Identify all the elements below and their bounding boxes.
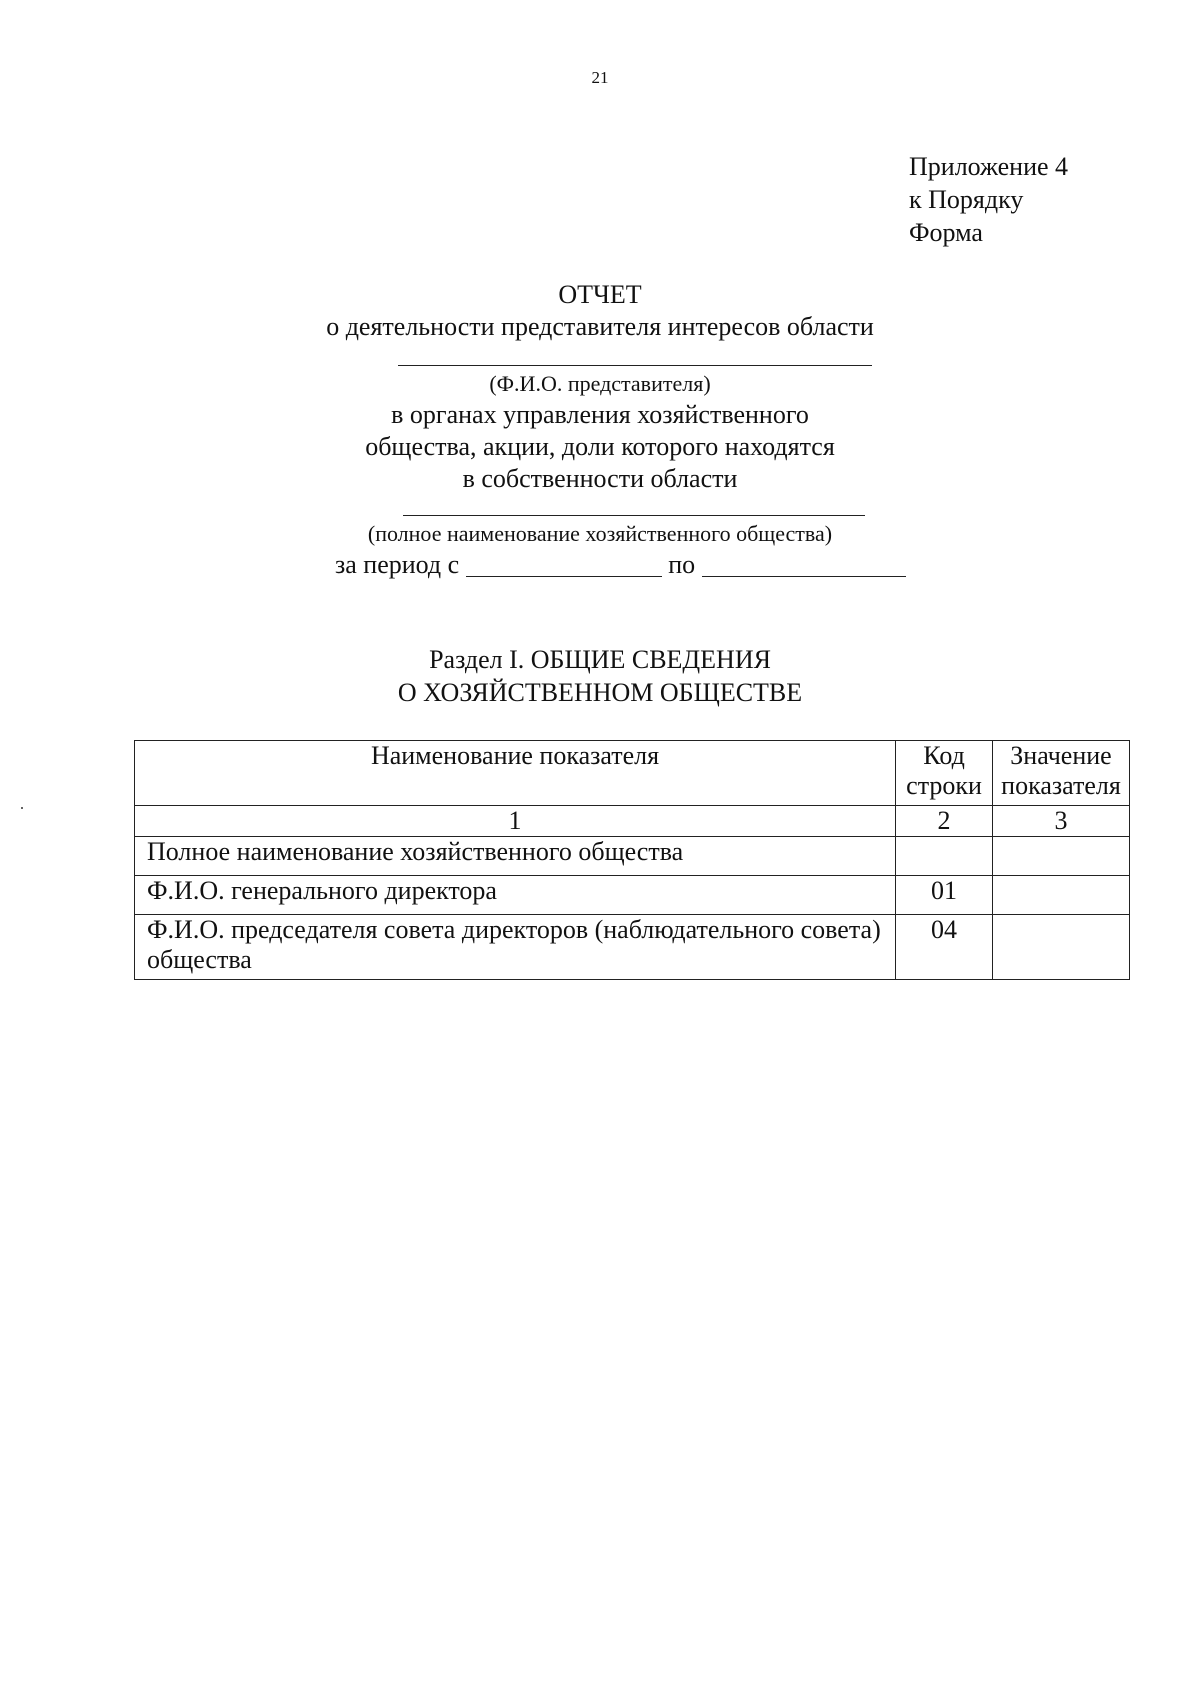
company-caption: (полное наименование хозяйственного общества) <box>367 521 833 546</box>
header-row-code-line-1: Код <box>923 741 965 770</box>
row-code: 01 <box>896 876 993 915</box>
section-heading-line-2: О ХОЗЯЙСТВЕННОМ ОБЩЕСТВЕ <box>397 678 803 707</box>
header-row-code-line-2: строки <box>906 771 982 800</box>
header-row-code <box>896 741 993 806</box>
report-title: ОТЧЕТ <box>558 280 642 309</box>
period-to-blank <box>702 552 906 577</box>
period-line <box>335 550 906 580</box>
indicator-value <box>993 915 1130 980</box>
page-number: 21 <box>591 68 609 87</box>
period-from-label: за период с <box>335 550 460 579</box>
column-number: 1 <box>135 806 896 837</box>
body-line-2: общества, акции, доли которого находятся <box>365 432 835 461</box>
table-row <box>135 915 1130 980</box>
indicator-name: Ф.И.О. генерального директора <box>135 876 896 915</box>
column-number: 2 <box>896 806 993 837</box>
table-header-row <box>135 741 1130 806</box>
column-number: 3 <box>993 806 1130 837</box>
header-indicator-name: Наименование показателя <box>135 741 896 806</box>
header-indicator-value-line-1: Значение <box>1010 741 1112 770</box>
representative-caption: (Ф.И.О. представителя) <box>489 371 711 396</box>
table-row <box>135 837 1130 876</box>
appendix-form-label: Форма <box>909 218 983 247</box>
body-line-1: в органах управления хозяйственного <box>391 400 809 429</box>
period-to-label: по <box>668 550 696 579</box>
appendix-block <box>909 150 1068 249</box>
section-heading-line-1: Раздел I. ОБЩИЕ СВЕДЕНИЯ <box>429 645 771 674</box>
indicator-name: Полное наименование хозяйственного общества <box>135 837 896 876</box>
row-code <box>896 837 993 876</box>
period-from-blank <box>466 552 662 577</box>
company-name-line <box>403 515 865 516</box>
representative-name-line <box>398 365 872 366</box>
header-indicator-value <box>993 741 1130 806</box>
appendix-reference: к Порядку <box>909 185 1024 214</box>
appendix-title: Приложение 4 <box>909 152 1069 181</box>
scan-speck <box>21 807 23 809</box>
header-indicator-value-line-2: показателя <box>1001 771 1121 800</box>
indicator-name: Ф.И.О. председателя совета директоров (наблюдательного совета) общества <box>135 915 896 980</box>
column-number-row <box>135 806 1130 837</box>
body-line-3: в собственности области <box>462 464 738 493</box>
section-heading <box>0 643 1200 709</box>
report-subtitle: о деятельности представителя интересов области <box>326 312 874 341</box>
table-row <box>135 876 1130 915</box>
indicator-value <box>993 876 1130 915</box>
company-info-table <box>134 740 1130 980</box>
row-code: 04 <box>896 915 993 980</box>
indicator-value <box>993 837 1130 876</box>
